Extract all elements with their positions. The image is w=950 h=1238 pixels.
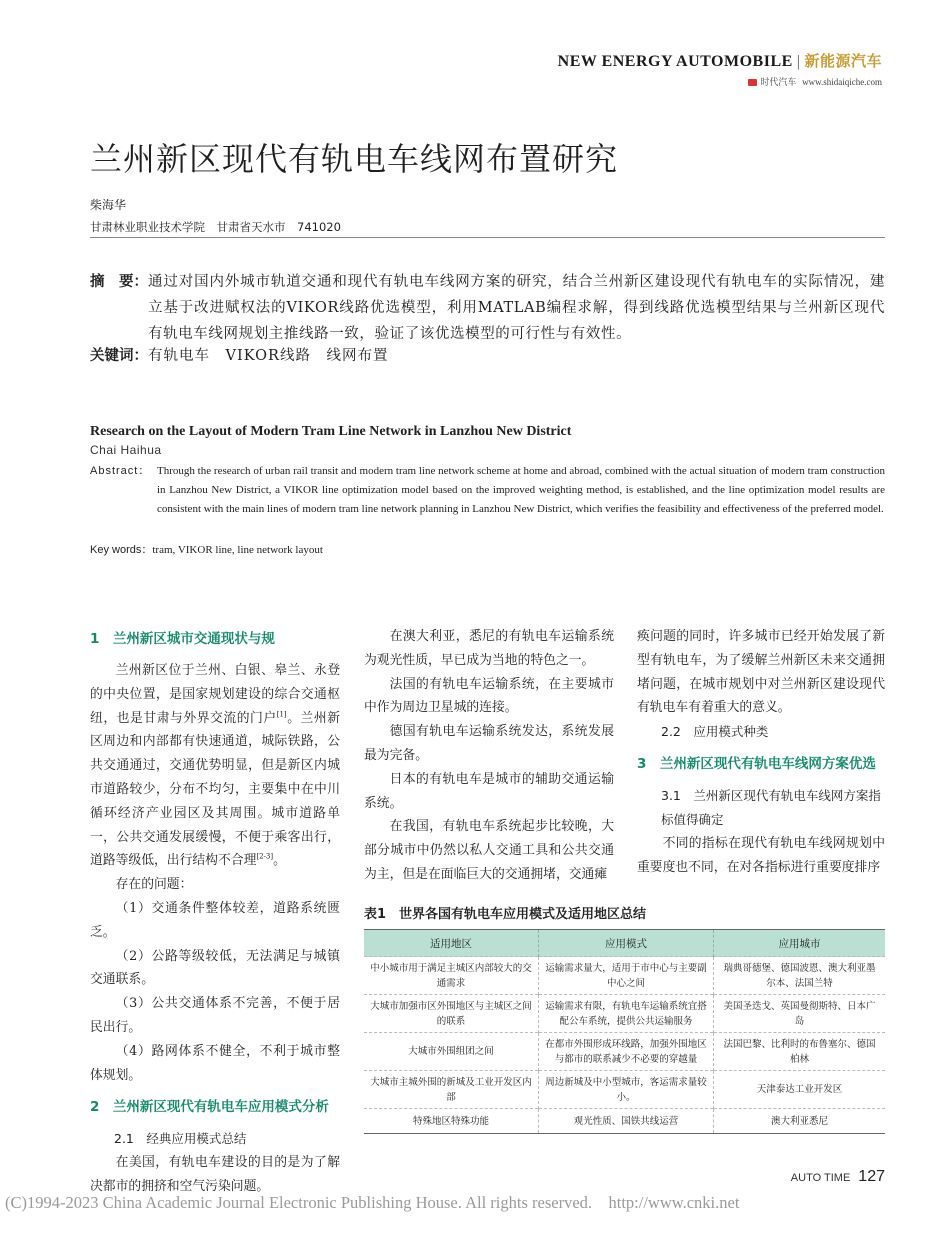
english-author: Chai Haihua: [90, 443, 162, 457]
column-2: [364, 625, 614, 887]
list-item: （4）路网体系不健全，不利于城市整体规划。: [90, 1043, 340, 1083]
column-1: [90, 627, 340, 1199]
page-number: 127: [858, 1168, 885, 1185]
table-row: [364, 995, 885, 1033]
paragraph: 在澳大利亚，悉尼的有轨电车运输系统为观光性质，早已成为当地的特色之一。: [364, 629, 614, 668]
table-cell: 运输需求量大，适用于市中心与主要副中心之间: [539, 957, 714, 995]
keywords-cn-label: 关键词：: [90, 348, 148, 364]
header-divider: [90, 237, 885, 238]
table-row: [364, 957, 885, 995]
copyright-line: (C)1994-2023 China Academic Journal Electronic Publishing House. All rights reserved. http://www.cnki.net: [5, 1193, 740, 1212]
keywords-cn-text: 有轨电车 VIKOR线路 线网布置: [148, 348, 389, 364]
header-separator: |: [796, 53, 801, 70]
table-cell: 澳大利亚悉尼: [714, 1109, 886, 1134]
citation-1[interactable]: [1]: [276, 710, 287, 719]
table-cell: 周边新城及中小型城市，客运需求量较小。: [539, 1071, 714, 1109]
table-cell: 天津泰达工业开发区: [714, 1071, 886, 1109]
section-heading-3: 3 兰州新区现代有轨电车线网方案优选: [637, 756, 876, 773]
paragraph: 存在的问题：: [115, 877, 193, 893]
english-keywords-label: Key words：: [90, 544, 153, 556]
journal-name-cn: 新能源汽车: [804, 52, 882, 70]
table-row: [364, 1109, 885, 1134]
table-cell: 大城市加强市区外围地区与主城区之间的联系: [364, 995, 539, 1033]
table-cell: 大城市外围组团之间: [364, 1033, 539, 1071]
list-item: （3）公共交通体系不完善，不便于居民出行。: [90, 996, 340, 1035]
footer-label: AUTO TIME: [790, 1172, 851, 1184]
table-cell: 大城市主城外围的新城及工业开发区内部: [364, 1071, 539, 1109]
table-cell: 在都市外围形成环线路，加强外围地区与都市的联系减少不必要的穿越量: [539, 1033, 714, 1071]
paragraph: 在美国，有轨电车建设的目的是为了解决都市的拥挤和空气污染问题。: [90, 1155, 340, 1195]
table-header-cell: 适用地区: [364, 930, 539, 957]
section-heading-2: 2 兰州新区现代有轨电车应用模式分析: [90, 1099, 329, 1116]
english-keywords: [90, 541, 323, 557]
table-header-cell: 应用城市: [714, 930, 886, 957]
table-caption: 表1 世界各国有轨电车应用模式及适用地区总结: [364, 907, 647, 922]
paragraph: 不同的指标在现代有轨电车线网规划中重要度也不同，在对各指标进行重要度排序: [637, 836, 885, 875]
table-cell: 特殊地区特殊功能: [364, 1109, 539, 1134]
publisher-name: 时代汽车: [760, 78, 797, 88]
table-cell: 法国巴黎、比利时的布鲁塞尔、德国柏林: [714, 1033, 886, 1071]
paragraph: 法国的有轨电车运输系统，在主要城市中作为周边卫星城的连接。: [364, 676, 614, 716]
paragraph: 在我国，有轨电车系统起步比较晚，大部分城市中仍然以私人交通工具和公共交通为主，但是在面临巨大的交通拥堵，交通瘫: [364, 819, 614, 882]
table-cell: 中小城市用于满足主城区内部较大的交通需求: [364, 957, 539, 995]
page-footer: [791, 1168, 885, 1186]
article-affiliation: 甘肃林业职业技术学院 甘肃省天水市 741020: [90, 220, 341, 234]
list-item: （1）交通条件整体较差，道路系统匮乏。: [90, 900, 340, 940]
citation-2[interactable]: [2-3]: [256, 853, 274, 862]
abstract-cn-text: 通过对国内外城市轨道交通和现代有轨电车线网方案的研究，结合兰州新区建设现代有轨电车的实际情况，建立基于改进赋权法的VIKOR线路优选模型，利用MATLAB编程求解，得到线路优选模型结果与兰州新区现代有轨电车线网规划主推线路一致，验证了该优选模型的可行性与有效性。: [148, 274, 885, 342]
english-abstract-text: Through the research of urban rail transit and modern tram line network scheme at home and abroad, combined with the actual situation of modern tram construction in Lanzhou New District, a VIKOR line optimization model based on the improved weighting method, is established, and the line optimization model results are consistent with the main lines of modern tram line network planning in Lanzhou New District, which verifies the feasibility and effectiveness of the preferred model.: [157, 465, 885, 515]
table-row: [364, 1071, 885, 1109]
publisher-website[interactable]: www.shidaiqiche.com: [802, 77, 882, 87]
publisher-line: [748, 75, 882, 88]
english-title: Research on the Layout of Modern Tram Line Network in Lanzhou New District: [90, 424, 572, 439]
list-item: （2）公路等级较低，无法满足与城镇交通联系。: [90, 948, 340, 988]
section-heading-1: 1 兰州新区城市交通现状与规: [90, 631, 275, 647]
paragraph: 兰州新区位于兰州、白银、皋兰、永登的中央位置，是国家规划建设的综合交通枢纽，也是甘肃与外界交流的门户[1]。兰州新区周边和内部都有快速通道，城际铁路，公共交通通过，交通优势明显，但是新区内城市道路较少，分布不均匀，主要集中在中川循环经济产业园区及其周围。城市道路单一，公共交通发展缓慢，不便于乘客出行，道路等级低，出行结构不合理[2-3]。: [90, 663, 341, 869]
subsection-heading-2-1: 2.1 经典应用模式总结: [114, 1131, 247, 1147]
paragraph: 德国有轨电车运输系统发达，系统发展最为完备。: [364, 724, 614, 763]
journal-name-en: NEW ENERGY AUTOMOBILE: [557, 53, 793, 70]
table-cell: 瑞典哥德堡、德国波恩、澳大利亚墨尔本、法国兰特: [714, 957, 886, 995]
table-cell: 美国圣迭戈、英国曼彻斯特、日本广岛: [714, 995, 886, 1033]
journal-header: [558, 50, 882, 71]
article-author: 柴海华: [90, 198, 127, 212]
english-keywords-text: tram, VIKOR line, line network layout: [152, 544, 323, 556]
abstract-cn-label: 摘 要：: [90, 274, 148, 290]
subsection-heading-2-2: 2.2 应用模式种类: [661, 724, 769, 740]
english-abstract: [90, 462, 885, 519]
table-row: [364, 1033, 885, 1071]
table-cell: 运输需求有限，有轨电车运输系统宜搭配公车系统，提供公共运输服务: [539, 995, 714, 1033]
paragraph: 日本的有轨电车是城市的辅助交通运输系统。: [364, 771, 614, 811]
summary-table: [364, 929, 885, 1134]
abstract-cn: [90, 269, 885, 347]
keywords-cn: [90, 343, 885, 369]
table-cell: 观光性质、国铁共线运营: [539, 1109, 714, 1134]
english-abstract-label: Abstract：: [90, 465, 151, 477]
publisher-logo-icon: [748, 79, 757, 86]
table-header-row: [364, 930, 885, 957]
article-title: 兰州新区现代有轨电车线网布置研究: [90, 140, 619, 178]
paragraph: 痪问题的同时，许多城市已经开始发展了新型有轨电车，为了缓解兰州新区未来交通拥堵问题，在城市规划中对兰州新区建设现代有轨电车有着重大的意义。: [637, 629, 885, 716]
subsection-heading-3-1: 3.1 兰州新区现代有轨电车线网方案指标值得确定: [661, 788, 881, 828]
table-header-cell: 应用模式: [539, 930, 714, 957]
column-3: [637, 625, 885, 880]
